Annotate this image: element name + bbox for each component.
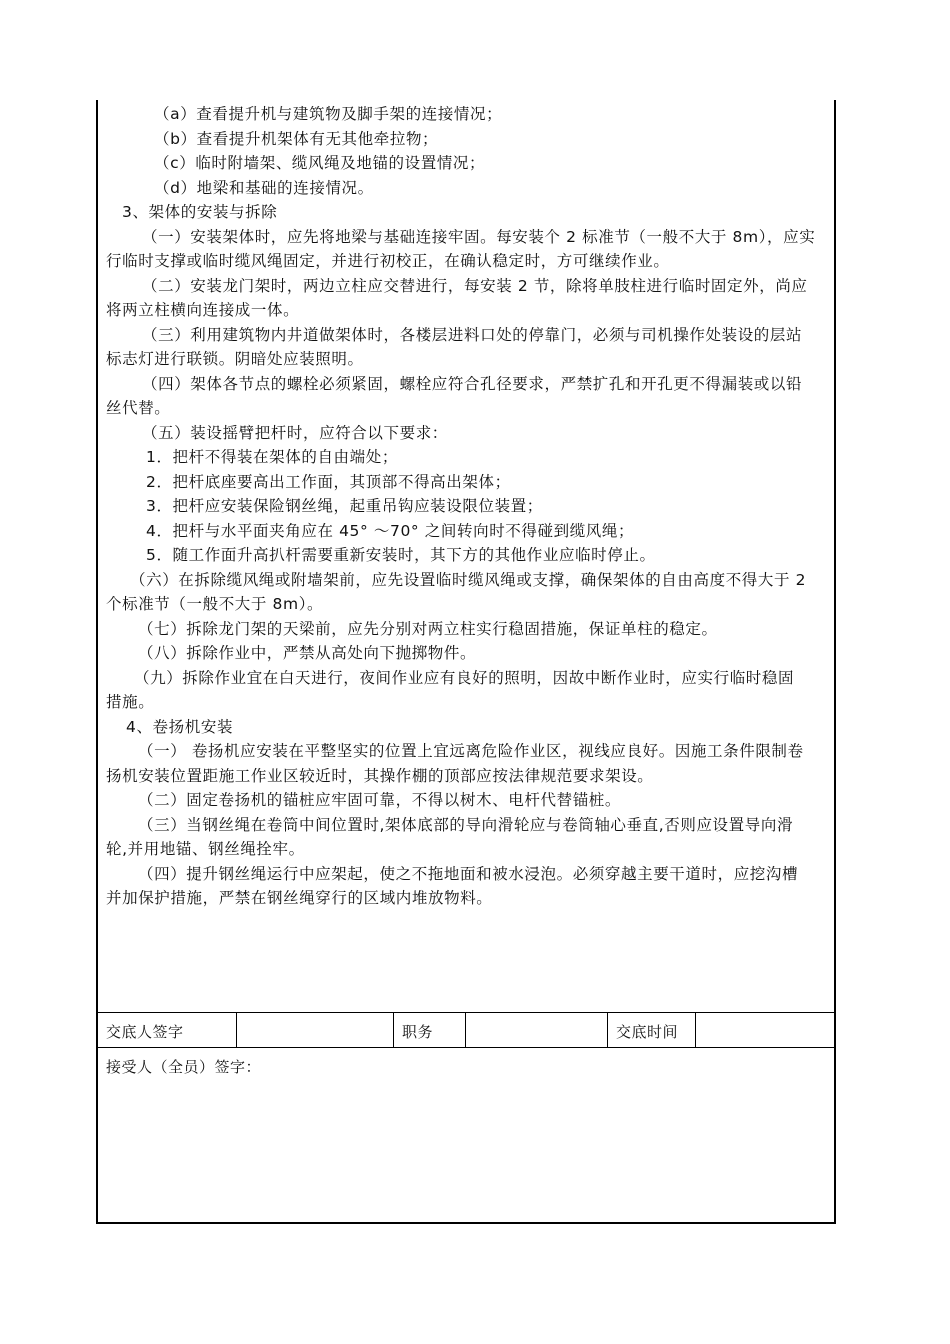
discloser-label-cell [98, 1013, 236, 1047]
discloser-signature-field[interactable] [236, 1013, 393, 1047]
text-line: （一） 卷扬机应安装在平整坚实的位置上宜远离危险作业区，视线应良好。因施工条件限制卷 [138, 742, 804, 760]
signature-row [98, 1012, 834, 1048]
text-line: 行临时支撑或临时缆风绳固定，并进行初校正，在确认稳定时，方可继续作业。 [106, 252, 670, 270]
list-item: 5．随工作面升高扒杆需要重新安装时，其下方的其他作业应临时停止。 [146, 546, 656, 564]
text-line: 标志灯进行联锁。阴暗处应装照明。 [106, 350, 364, 368]
text-line: 扬机安装位置距施工作业区较近时，其操作棚的顶部应按法律规范要求架设。 [106, 766, 654, 785]
receiver-signature-label: 接受人（全员）签字： [106, 1058, 262, 1076]
time-label: 交底时间 [616, 1023, 679, 1041]
position-label-cell [393, 1013, 465, 1047]
text-line: （c）临时附墙架、缆风绳及地锚的设置情况； [154, 154, 486, 172]
text-line: （三）当钢丝绳在卷筒中间位置时,架体底部的导向滑轮应与卷筒轴心垂直,否则应设置导向滑 [138, 815, 794, 834]
text-line: 措施。 [106, 693, 155, 711]
text-line: （二）固定卷扬机的锚桩应牢固可靠，不得以树木、电杆代替锚桩。 [138, 791, 622, 809]
text-line: （七）拆除龙门架的天梁前，应先分别对两立柱实行稳固措施，保证单柱的稳定。 [138, 619, 718, 638]
discloser-label: 交底人签字 [106, 1023, 184, 1041]
list-item: 4．把杆与水平面夹角应在 45° ～70° 之间转向时不得碰到缆风绳； [146, 521, 635, 540]
text-line: （六）在拆除缆风绳或附墙架前，应先设置临时缆风绳或支撑，确保架体的自由高度不得大于 2 [130, 570, 807, 589]
body-text [98, 100, 834, 1012]
text-line: （八）拆除作业中，严禁从高处向下抛掷物件。 [138, 644, 477, 662]
time-field[interactable] [695, 1013, 834, 1047]
text-line: （五）装设摇臂把杆时，应符合以下要求： [142, 423, 448, 442]
text-line: （一）安装架体时，应先将地梁与基础连接牢固。每安装个 2 标准节（一般不大于 8m），应实 [142, 227, 816, 246]
text-line: （二）安装龙门架时，两边立柱应交替进行，每安装 2 节，除将单肢柱进行临时固定外，尚应 [142, 276, 808, 295]
text-line: （三）利用建筑物内井道做架体时，各楼层进料口处的停靠门，必须与司机操作处装设的层站 [142, 325, 803, 344]
text-line: 将两立柱横向连接成一体。 [106, 301, 300, 319]
text-line: （九）拆除作业宜在白天进行，夜间作业应有良好的照明，因故中断作业时，应实行临时稳固 [134, 668, 795, 687]
text-line: 个标准节（一般不大于 8m）。 [106, 595, 324, 613]
position-label: 职务 [402, 1023, 434, 1041]
text-line: （b）查看提升机架体有无其他牵拉物； [154, 129, 439, 148]
text-line: （a）查看提升机与建筑物及脚手架的连接情况； [154, 105, 503, 123]
section-heading: 4、卷扬机安装 [126, 717, 234, 736]
list-item: 3．把杆应安装保险钢丝绳，起重吊钩应装设限位装置； [146, 497, 543, 515]
disclosure-form [96, 100, 836, 1224]
text-line: （d）地梁和基础的连接情况。 [154, 178, 374, 197]
text-line: 丝代替。 [106, 399, 171, 417]
list-item: 2．把杆底座要高出工作面，其顶部不得高出架体； [146, 472, 511, 491]
section-heading: 3、架体的安装与拆除 [122, 203, 278, 221]
position-field[interactable] [465, 1013, 607, 1047]
text-line: 轮,并用地锚、钢丝绳拴牢。 [106, 840, 305, 858]
time-label-cell [607, 1013, 695, 1047]
text-line: （四）提升钢丝绳运行中应架起，使之不拖地面和被水浸泡。必须穿越主要干道时，应挖沟槽 [138, 864, 799, 883]
list-item: 1．把杆不得装在架体的自由端处； [146, 448, 398, 466]
text-line: 并加保护措施，严禁在钢丝绳穿行的区域内堆放物料。 [106, 889, 493, 907]
text-line: （四）架体各节点的螺栓必须紧固，螺栓应符合孔径要求，严禁扩孔和开孔更不得漏装或以铅 [142, 374, 803, 393]
